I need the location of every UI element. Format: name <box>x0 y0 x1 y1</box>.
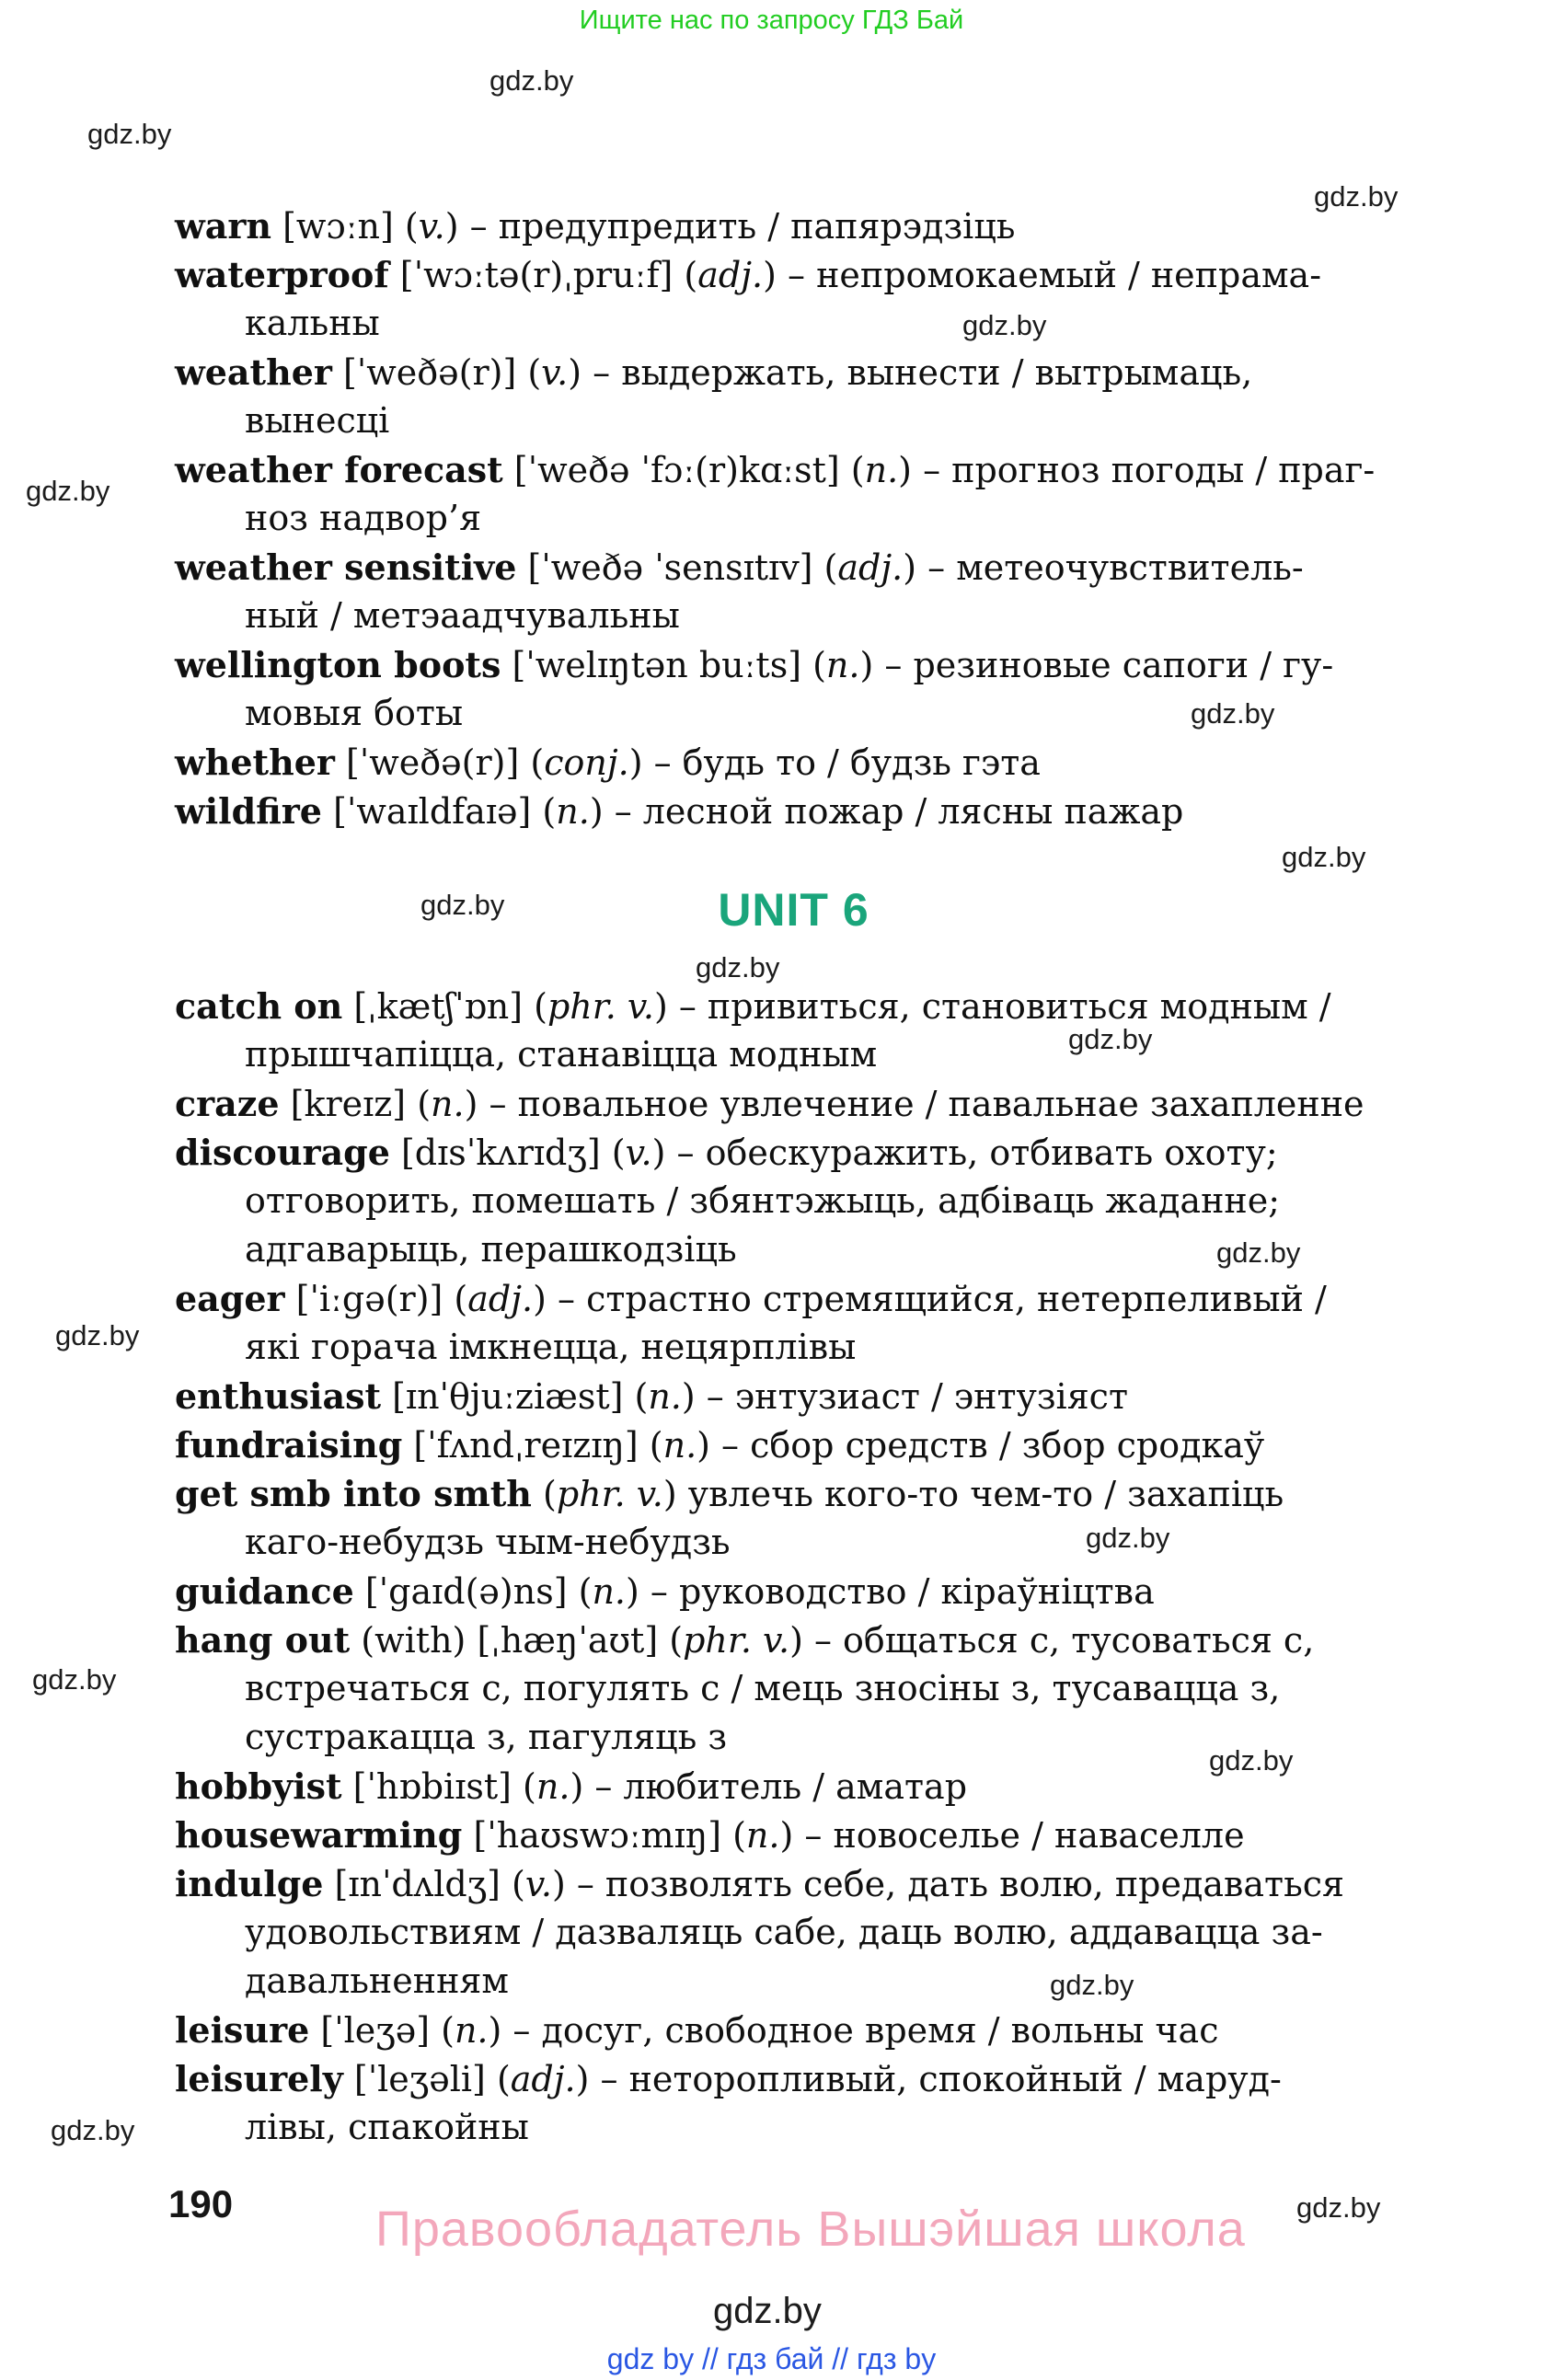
pos-label: n. <box>648 1376 682 1417</box>
page-number: 190 <box>168 2182 234 2225</box>
gdz-watermark: gdz.by <box>51 2114 135 2146</box>
gdz-watermark: gdz.by <box>1050 1969 1134 2001</box>
vocab-line <box>175 689 1412 738</box>
vocab-line <box>175 1567 1412 1615</box>
footer-search-links[interactable]: gdz by // гдз бай // гдз by <box>606 2342 937 2375</box>
vocab-line <box>175 1908 1412 1957</box>
entry-text: [ˈleʒəli] ( <box>342 2059 511 2099</box>
entry-text: лівы, спакойны <box>245 2107 529 2147</box>
vocab-line <box>175 982 1412 1030</box>
unit-heading: UNIT 6 <box>718 884 869 936</box>
entry-text: ) – новоселье / наваселле <box>779 1815 1245 1856</box>
headword: hang out <box>175 1619 351 1661</box>
entry-text: кальны <box>245 303 380 343</box>
headword: get smb into smth <box>175 1473 532 1514</box>
pos-label: phr. v. <box>556 1474 663 1514</box>
headword: leisure <box>175 2009 310 2051</box>
headword: housewarming <box>175 1814 463 1856</box>
entry-text: ) – непромокаемый / непрама- <box>763 255 1322 295</box>
vocab-line <box>175 1811 1412 1859</box>
headword: weather <box>175 351 332 393</box>
gdz-watermark: gdz.by <box>962 309 1047 341</box>
entry-text: [ˈfʌndˌreɪzɪŋ] ( <box>402 1425 663 1466</box>
vocab-line <box>175 2103 1412 2152</box>
entry-text: вынесці <box>245 400 390 441</box>
entry-text: ) – общаться с, тусоваться с, <box>789 1620 1315 1661</box>
gdz-watermark: gdz.by <box>1209 1744 1294 1776</box>
entry-text: ) – метеочувствитель- <box>903 547 1304 588</box>
gdz-watermark: gdz.by <box>55 1319 140 1351</box>
vocab-line <box>175 738 1412 787</box>
headword: craze <box>175 1083 280 1124</box>
headword: indulge <box>175 1863 324 1904</box>
entry-text: ) – лесной пожар / лясны пажар <box>589 791 1184 832</box>
headword: hobbyist <box>175 1765 342 1807</box>
vocab-line <box>175 1762 1412 1811</box>
headword: warn <box>175 205 271 247</box>
vocab-line <box>175 1128 1412 1177</box>
vocab-line <box>175 1030 1412 1079</box>
entry-text: каго-небудзь чым-небудзь <box>245 1522 731 1562</box>
pos-label: conj. <box>544 742 629 783</box>
entry-text: адгаварыць, перашкодзіць <box>245 1229 737 1270</box>
gdz-watermark: gdz.by <box>1296 2191 1381 2224</box>
vocab-line <box>175 592 1412 640</box>
entry-text: ) – прогноз погоды / праг- <box>898 450 1376 490</box>
entry-text: [ˈwɔːtə(r)ˌpruːf] ( <box>388 255 698 295</box>
gdz-watermark: gdz.by <box>1314 180 1399 213</box>
headword: enthusiast <box>175 1375 382 1417</box>
vocab-line <box>175 1469 1412 1518</box>
headword: discourage <box>175 1132 390 1173</box>
entry-text: [ˈweðə(r)] ( <box>331 352 542 393</box>
entry-text: ) – выдержать, вынести / вытрымаць, <box>568 352 1253 393</box>
entry-text: ) – резиновые сапоги / гу- <box>859 645 1334 685</box>
entry-text: ) – повальное увлечение / павальнае захапленне <box>464 1084 1365 1124</box>
entry-text: ноз надвор’я <box>245 498 482 538</box>
entry-text: ) – обескуражить, отбивать охоту; <box>651 1133 1278 1173</box>
entry-text: [dɪsˈkʌrɪdʒ] ( <box>389 1133 626 1173</box>
gdz-watermark: gdz.by <box>489 64 574 97</box>
entry-text: ) – предупредить / папярэдзіць <box>444 206 1016 247</box>
promo-banner: Ищите нас по запросу ГДЗ Бай <box>579 6 964 35</box>
pos-label: v. <box>625 1133 652 1173</box>
headword: catch on <box>175 985 343 1027</box>
entry-text: отговорить, помешать / збянтэжыць, адбіваць жаданне; <box>245 1180 1281 1221</box>
vocab-line <box>175 201 1412 250</box>
gdz-watermark: gdz.by <box>696 951 780 983</box>
entry-text: [ˈwaɪldfaɪə] ( <box>321 791 557 832</box>
vocab-line <box>175 1420 1412 1469</box>
vocab-line <box>175 494 1412 543</box>
vocab-line <box>175 1372 1412 1420</box>
pos-label: phr. v. <box>683 1620 790 1661</box>
vocab-line <box>175 1225 1412 1274</box>
entry-text: [ɪnˈθjuːziæst] ( <box>381 1376 649 1417</box>
headword: wildfire <box>175 790 322 832</box>
pos-label: adj. <box>467 1279 534 1319</box>
headword: waterproof <box>175 254 389 295</box>
entry-text: [ˈleʒə] ( <box>309 2010 455 2051</box>
gdz-watermark: gdz.by <box>1282 841 1366 873</box>
entry-text: ) – будь то / будзь гэта <box>628 742 1041 783</box>
pos-label: n. <box>825 645 860 685</box>
entry-text: ) – любитель / аматар <box>570 1766 968 1807</box>
pos-label: n. <box>592 1571 626 1612</box>
entry-text: [ˈgaɪd(ə)ns] ( <box>353 1571 593 1612</box>
vocab-line <box>175 1323 1412 1372</box>
gdz-watermark: gdz.by <box>1191 697 1275 730</box>
entry-text: ) – страстно стремящийся, нетерпеливый / <box>533 1279 1327 1319</box>
pos-label: n. <box>745 1815 780 1856</box>
entry-text: ный / метэаадчувальны <box>245 595 680 636</box>
entry-text: [ˈweðə(r)] ( <box>334 742 545 783</box>
vocab-line <box>175 640 1412 689</box>
pos-label: n. <box>431 1084 465 1124</box>
entry-text: ) – позволять себе, дать волю, предаваться <box>551 1864 1345 1904</box>
gdz-watermark: gdz.by <box>420 889 505 921</box>
headword: whether <box>175 742 335 783</box>
entry-text: [wɔːn] ( <box>271 206 419 247</box>
entry-text: [ɪnˈdʌldʒ] ( <box>323 1864 525 1904</box>
entry-text: давальненням <box>245 1960 509 2001</box>
pos-label: n. <box>535 1766 570 1807</box>
headword: weather sensitive <box>175 546 517 588</box>
entry-text: ) – руководство / кіраўніцтва <box>626 1571 1155 1612</box>
pos-label: v. <box>541 352 569 393</box>
gdz-watermark: gdz.by <box>1068 1023 1153 1055</box>
entry-text: ( <box>531 1474 557 1514</box>
entry-text: встречаться с, погулять с / мець зносіны з, тусавацца з, <box>245 1668 1281 1708</box>
entry-text: [ˈhɒbiɪst] ( <box>341 1766 536 1807</box>
entry-text: мовыя боты <box>245 693 464 733</box>
vocab-line <box>175 299 1412 348</box>
vocab-line <box>175 1079 1412 1128</box>
vocab-list <box>175 201 1412 2152</box>
headword: wellington boots <box>175 644 501 685</box>
gdz-watermark: gdz.by <box>1086 1522 1170 1554</box>
vocab-line <box>175 445 1412 494</box>
vocab-line <box>175 2054 1412 2103</box>
pos-label: adj. <box>837 547 904 588</box>
entry-text: [ˈiːgə(r)] ( <box>284 1279 468 1319</box>
pos-label: v. <box>524 1864 552 1904</box>
entry-text: удовольствиям / дазваляць сабе, даць волю, аддавацца за- <box>245 1912 1323 1952</box>
headword: leisurely <box>175 2058 343 2099</box>
entry-text: ) – неторопливый, спокойный / маруд- <box>575 2059 1282 2099</box>
vocab-line <box>175 1615 1412 1664</box>
vocab-line <box>175 397 1412 445</box>
vocab-line <box>175 1177 1412 1225</box>
pos-label: n. <box>454 2010 489 2051</box>
pos-label: phr. v. <box>547 986 654 1027</box>
pos-label: n. <box>662 1425 697 1466</box>
headword: weather forecast <box>175 449 503 490</box>
vocab-line <box>175 1274 1412 1323</box>
entry-text: ) – привиться, становиться модным / <box>653 986 1331 1027</box>
headword: fundraising <box>175 1424 403 1466</box>
vocab-line <box>175 250 1412 299</box>
entry-text: [ˌkætʃˈɒn] ( <box>342 986 547 1027</box>
vocab-line <box>175 348 1412 397</box>
entry-text: ) – энтузиаст / энтузіяст <box>681 1376 1128 1417</box>
entry-text: ) – досуг, свободное время / вольны час <box>488 2010 1219 2051</box>
vocab-line <box>175 1713 1412 1762</box>
vocab-line <box>175 1518 1412 1567</box>
entry-text: сустракацца з, пагуляць з <box>245 1717 728 1757</box>
vocab-line <box>175 1859 1412 1908</box>
vocab-line <box>175 1664 1412 1713</box>
pos-label: v. <box>418 206 445 247</box>
entry-text: ) – сбор средств / збор сродкаў <box>697 1425 1265 1466</box>
headword: guidance <box>175 1570 354 1612</box>
vocab-line <box>175 2006 1412 2054</box>
vocab-line <box>175 787 1412 835</box>
gdz-watermark: gdz.by <box>1216 1236 1301 1269</box>
pos-label: adj. <box>697 255 764 295</box>
entry-text: [ˈweðə ˈfɔː(r)kɑːst] ( <box>502 450 865 490</box>
entry-text: [kreɪz] ( <box>279 1084 432 1124</box>
vocab-line <box>175 1957 1412 2006</box>
gdz-watermark: gdz.by <box>26 475 110 507</box>
gdz-watermark: gdz.by <box>87 118 172 150</box>
entry-text: які горача імкнецца, нецярплівы <box>245 1327 857 1367</box>
pos-label: n. <box>556 791 590 832</box>
entry-text: [ˈhaʊswɔːmɪŋ] ( <box>462 1815 746 1856</box>
entry-text: [ˈweðə ˈsensɪtɪv] ( <box>516 547 838 588</box>
entry-text: ) увлечь кого-то чем-то / захапіць <box>662 1474 1284 1514</box>
entry-text: прышчапіцца, станавіцца модным <box>245 1034 878 1075</box>
headword: eager <box>175 1278 285 1319</box>
pos-label: adj. <box>510 2059 576 2099</box>
pos-label: n. <box>864 450 899 490</box>
gdz-watermark: gdz.by <box>32 1663 117 1696</box>
vocab-line <box>175 543 1412 592</box>
footer-site-watermark: gdz.by <box>713 2291 822 2331</box>
entry-text: (with) [ˌhæŋˈaʊt] ( <box>350 1620 684 1661</box>
entry-text: [ˈwelɪŋtən buːts] ( <box>501 645 826 685</box>
copyright-notice: Правообладатель Вышэйшая школа <box>375 2202 1246 2257</box>
